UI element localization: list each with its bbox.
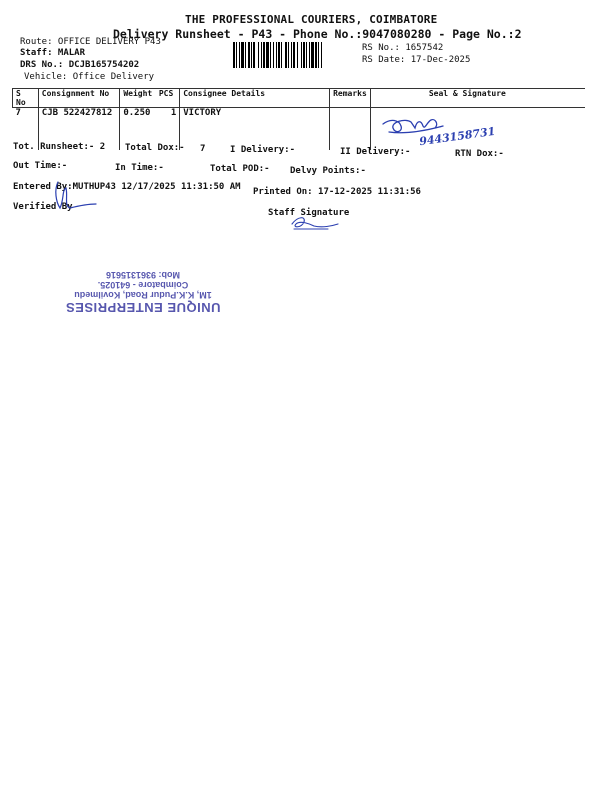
stamp-line-1: UNIQUE ENTERPRISES	[65, 300, 221, 315]
vehicle-text: Vehicle: Office Delivery	[24, 72, 155, 82]
i-delivery: I Delivery:-	[230, 145, 296, 155]
staff-signature-icon	[288, 212, 340, 232]
stamp-line-3: Coimbatore - 641025.	[97, 280, 189, 290]
rs-number: RS No.: 1657542	[362, 43, 444, 53]
cell-seal-signature	[370, 108, 585, 151]
delvy-points: Delvy Points:-	[290, 166, 366, 176]
drs-number: DRS No.: DCJB165754202	[20, 60, 140, 70]
table-header-row	[13, 89, 586, 108]
staff-signature-label: Staff Signature	[268, 208, 350, 218]
tot-runsheet: Tot. Runsheet:- 2	[13, 142, 106, 152]
runsheet-table	[12, 88, 585, 150]
rs-date: RS Date: 17-Dec-2025	[362, 55, 471, 65]
rtn-dox: RTN Dox:-	[455, 149, 504, 159]
col-header-remarks: Remarks	[330, 89, 371, 108]
cell-remarks	[330, 108, 371, 151]
ii-delivery: II Delivery:-	[340, 147, 411, 157]
col-header-sno: S No	[13, 89, 39, 108]
company-title: THE PROFESSIONAL COURIERS, COIMBATORE	[185, 13, 438, 26]
route-text: Route: OFFICE DELIVERY P43	[20, 37, 161, 47]
in-time: In Time:-	[115, 163, 164, 173]
company-stamp	[58, 270, 228, 315]
total-dox-value: 7	[200, 144, 206, 154]
total-pod: Total POD:-	[210, 164, 270, 174]
col-header-weight: Weight	[120, 89, 156, 108]
verified-by: Verified By	[13, 202, 73, 212]
handwritten-phone: 9443158731	[418, 124, 496, 149]
cell-pcs: 1	[156, 108, 180, 151]
stamp-line-4: Mob: 9361315616	[105, 270, 181, 280]
cell-weight: 0.250	[120, 108, 156, 151]
col-header-consignee: Consignee Details	[180, 89, 330, 108]
runsheet-subtitle: Delivery Runsheet - P43 - Phone No.:9047080280 - Page No.:2	[113, 27, 522, 41]
printed-on: Printed On: 17-12-2025 11:31:56	[253, 187, 421, 197]
total-dox-label: Total Dox:-	[125, 143, 185, 153]
col-header-seal: Seal & Signature	[370, 89, 585, 108]
cell-consignee: VICTORY	[180, 108, 330, 151]
verified-signature-icon	[50, 180, 100, 216]
entered-by: Entered By:MUTHUP43 12/17/2025 11:31:50 AM	[13, 182, 241, 192]
out-time: Out Time:-	[13, 161, 68, 171]
stamp-line-2: 1M, K.K.Pudur Road, Kovilmedu	[74, 290, 212, 300]
cell-consignment: CJB 522427812	[38, 108, 120, 151]
cell-sno: 7	[13, 108, 39, 151]
staff-text: Staff: MALAR	[20, 48, 86, 58]
barcode-graphic	[233, 42, 358, 68]
col-header-consignment: Consignment No	[38, 89, 120, 108]
col-header-pcs: PCS	[156, 89, 180, 108]
